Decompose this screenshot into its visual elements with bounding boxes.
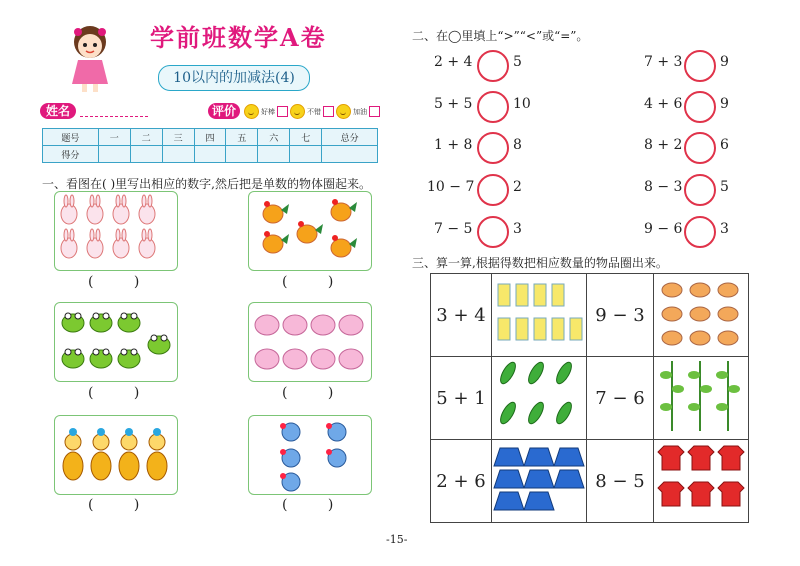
juice-cup-icons [492, 274, 586, 352]
table-cell: 一 [98, 129, 130, 146]
page-number: -15- [386, 533, 408, 546]
eval-item-label: 加油 [353, 107, 367, 116]
score-table [42, 128, 378, 163]
score-cell[interactable] [258, 146, 290, 163]
frog-icons [55, 303, 177, 381]
compare-circle[interactable] [684, 91, 716, 123]
picture-cell[interactable] [654, 440, 749, 523]
table-cell: 七 [290, 129, 322, 146]
calc-row [431, 274, 749, 357]
compare-circle[interactable] [684, 174, 716, 206]
compare-circle[interactable] [684, 132, 716, 164]
calc-equation: 3 + 4 [431, 274, 492, 357]
eval-checkbox[interactable] [277, 106, 288, 117]
name-label: 姓名 [40, 103, 76, 119]
compare-right-a: 8 + 2 [644, 137, 683, 153]
score-cell[interactable] [130, 146, 162, 163]
eval-checkbox[interactable] [323, 106, 334, 117]
eval-keep-going [336, 104, 380, 119]
smile-icon [336, 104, 351, 119]
answer-blank[interactable]: ( ) [88, 385, 158, 401]
compare-left-b: 3 [513, 221, 522, 237]
eval-checkbox[interactable] [369, 106, 380, 117]
answer-blank[interactable]: ( ) [282, 274, 352, 290]
calc-equation: 8 − 5 [587, 440, 654, 523]
table-cell: 三 [162, 129, 194, 146]
compare-left-a: 7 − 5 [434, 221, 473, 237]
answer-blank[interactable]: ( ) [282, 497, 352, 513]
table-cell: 四 [194, 129, 226, 146]
table-cell: 五 [226, 129, 258, 146]
score-cell[interactable] [162, 146, 194, 163]
compare-right-a: 8 − 3 [644, 179, 683, 195]
smile-icon [290, 104, 305, 119]
score-cell[interactable] [290, 146, 322, 163]
compare-right-b: 5 [720, 179, 729, 195]
eval-good [290, 104, 334, 119]
compare-circle[interactable] [477, 174, 509, 206]
compare-left-b: 5 [513, 54, 522, 70]
compare-left-a: 1 + 8 [434, 137, 473, 153]
answer-blank[interactable]: ( ) [88, 274, 158, 290]
section1-heading: 一、看图在( )里写出相应的数字,然后把是单数的物体圈起来。 [42, 177, 371, 191]
girl-illustration [60, 22, 120, 92]
mouse-icons [249, 416, 371, 494]
picture-cell[interactable] [654, 357, 749, 440]
table-cell: 总分 [322, 129, 378, 146]
compare-right-b: 6 [720, 137, 729, 153]
compare-right-a: 7 + 3 [644, 54, 683, 70]
calc-row [431, 440, 749, 523]
rooster-icons [249, 192, 371, 270]
score-cell[interactable] [322, 146, 378, 163]
calc-grid [430, 273, 749, 523]
score-table-header-row [43, 129, 378, 146]
picture-cell[interactable] [654, 274, 749, 357]
table-cell: 得分 [43, 146, 99, 163]
compare-left-b: 2 [513, 179, 522, 195]
sheep-icons [249, 303, 371, 381]
smile-icon [244, 104, 259, 119]
calc-row [431, 357, 749, 440]
page-subtitle: 10以内的加减法(4) [158, 65, 310, 91]
eval-item-label: 不错 [307, 107, 321, 116]
calc-equation: 9 − 3 [587, 274, 654, 357]
answer-blank[interactable]: ( ) [282, 385, 352, 401]
score-cell[interactable] [194, 146, 226, 163]
skirt-icons [492, 440, 586, 518]
picture-cell[interactable] [492, 440, 587, 523]
compare-right-a: 4 + 6 [644, 96, 683, 112]
plant-icons [654, 357, 748, 435]
score-cell[interactable] [226, 146, 258, 163]
compare-circle[interactable] [477, 132, 509, 164]
cake-icons [654, 274, 748, 352]
compare-circle[interactable] [684, 50, 716, 82]
compare-circle[interactable] [684, 216, 716, 248]
picture-box-rabbits [54, 191, 178, 271]
eval-great [244, 104, 288, 119]
picture-cell[interactable] [492, 274, 587, 357]
compare-left-a: 10 − 7 [427, 179, 475, 195]
compare-left-b: 8 [513, 137, 522, 153]
compare-circle[interactable] [477, 91, 509, 123]
page-title: 学前班数学A卷 [150, 23, 327, 52]
score-table-score-row [43, 146, 378, 163]
cricket-icons [55, 416, 177, 494]
picture-box-roosters [248, 191, 372, 271]
rabbit-icons [55, 192, 177, 270]
calc-equation: 7 − 6 [587, 357, 654, 440]
compare-right-a: 9 − 6 [644, 221, 683, 237]
picture-cell[interactable] [492, 357, 587, 440]
picture-box-sheep [248, 302, 372, 382]
compare-circle[interactable] [477, 216, 509, 248]
name-field[interactable] [80, 116, 148, 117]
shirt-icons [654, 440, 748, 518]
section3-heading: 三、算一算,根据得数把相应数量的物品圈出来。 [412, 256, 668, 270]
answer-blank[interactable]: ( ) [88, 497, 158, 513]
compare-right-b: 3 [720, 221, 729, 237]
score-cell[interactable] [98, 146, 130, 163]
table-cell: 二 [130, 129, 162, 146]
compare-left-a: 5 + 5 [434, 96, 473, 112]
picture-box-frogs [54, 302, 178, 382]
table-cell: 题号 [43, 129, 99, 146]
compare-left-a: 2 + 4 [434, 54, 473, 70]
picture-box-mice [248, 415, 372, 495]
compare-circle[interactable] [477, 50, 509, 82]
compare-right-b: 9 [720, 54, 729, 70]
section2-heading: 二、在◯里填上“>”“<”或“=”。 [412, 29, 589, 43]
calc-equation: 2 + 6 [431, 440, 492, 523]
picture-box-crickets [54, 415, 178, 495]
eval-label: 评价 [208, 103, 240, 119]
table-cell: 六 [258, 129, 290, 146]
compare-left-b: 10 [513, 96, 531, 112]
eval-item-label: 好棒 [261, 107, 275, 116]
compare-right-b: 9 [720, 96, 729, 112]
pea-pod-icons [492, 357, 586, 435]
calc-equation: 5 + 1 [431, 357, 492, 440]
